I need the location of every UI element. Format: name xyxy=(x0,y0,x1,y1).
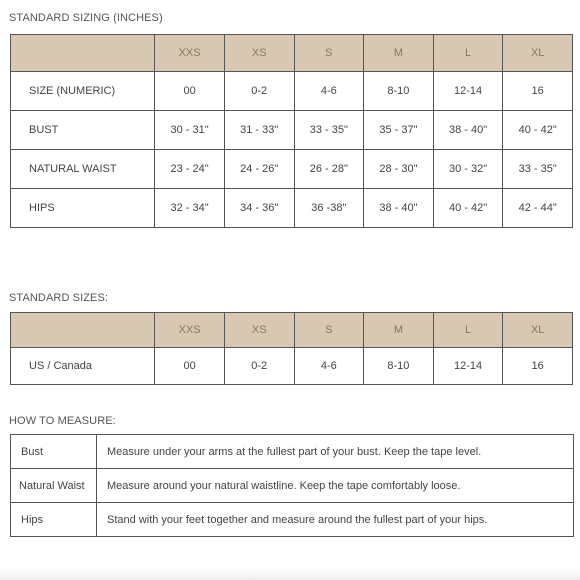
table-row xyxy=(11,150,573,189)
table-row xyxy=(11,348,573,385)
table-cell: 40 - 42" xyxy=(503,111,573,150)
table-cell: 38 - 40" xyxy=(433,111,503,150)
standard-col-header: XS xyxy=(224,313,294,348)
table-cell: 34 - 36" xyxy=(224,189,294,228)
table-cell: 12-14 xyxy=(433,72,503,111)
table-cell: 8-10 xyxy=(364,348,434,385)
table-cell: 4-6 xyxy=(294,348,364,385)
row-label: US / Canada xyxy=(11,348,155,385)
table-row xyxy=(11,503,574,537)
table-cell: 36 -38" xyxy=(294,189,364,228)
table-cell: 30 - 31" xyxy=(155,111,225,150)
row-label: NATURAL WAIST xyxy=(11,150,155,189)
table-cell: 38 - 40" xyxy=(364,189,434,228)
sizing-col-header: XL xyxy=(503,35,573,72)
measure-instruction: Measure under your arms at the fullest part of your bust. Keep the tape level. xyxy=(97,435,574,469)
table-row xyxy=(11,435,574,469)
standard-col-header: XXS xyxy=(155,313,225,348)
table-cell: 4-6 xyxy=(294,72,364,111)
table-cell: 00 xyxy=(155,348,225,385)
sizing-corner-cell xyxy=(11,35,155,72)
table-cell: 24 - 26" xyxy=(224,150,294,189)
row-label: HIPS xyxy=(11,189,155,228)
table-cell: 26 - 28" xyxy=(294,150,364,189)
measure-label: Bust xyxy=(11,435,97,469)
measure-label: Hips xyxy=(11,503,97,537)
sizing-col-header: M xyxy=(364,35,434,72)
table-cell: 0-2 xyxy=(224,72,294,111)
table-row xyxy=(11,111,573,150)
table-cell: 00 xyxy=(155,72,225,111)
table-cell: 40 - 42" xyxy=(433,189,503,228)
sizing-table xyxy=(10,34,573,228)
sizing-col-header: XXS xyxy=(155,35,225,72)
table-cell: 32 - 34" xyxy=(155,189,225,228)
standard-header-row xyxy=(11,313,573,348)
table-cell: 33 - 35" xyxy=(503,150,573,189)
sizing-col-header: S xyxy=(294,35,364,72)
standard-title: STANDARD SIZES: xyxy=(9,292,109,304)
row-label: SIZE (NUMERIC) xyxy=(11,72,155,111)
table-cell: 31 - 33" xyxy=(224,111,294,150)
measure-instruction: Measure around your natural waistline. Keep the tape comfortably loose. xyxy=(97,469,574,503)
row-label: BUST xyxy=(11,111,155,150)
standard-col-header: S xyxy=(294,313,364,348)
table-cell: 8-10 xyxy=(364,72,434,111)
sizing-header-row xyxy=(11,35,573,72)
table-cell: 35 - 37" xyxy=(364,111,434,150)
how-to-measure-table xyxy=(10,434,574,537)
measure-label: Natural Waist xyxy=(11,469,97,503)
standard-sizes-table xyxy=(10,312,573,385)
bottom-edge xyxy=(0,568,580,580)
table-row xyxy=(11,189,573,228)
measure-title: HOW TO MEASURE: xyxy=(9,415,116,427)
standard-col-header: XL xyxy=(503,313,573,348)
table-cell: 16 xyxy=(503,72,573,111)
table-cell: 30 - 32" xyxy=(433,150,503,189)
standard-col-header: M xyxy=(364,313,434,348)
sizing-col-header: L xyxy=(433,35,503,72)
table-cell: 42 - 44" xyxy=(503,189,573,228)
table-row xyxy=(11,469,574,503)
sizing-title: STANDARD SIZING (INCHES) xyxy=(9,12,163,24)
table-cell: 0-2 xyxy=(224,348,294,385)
sizing-col-header: XS xyxy=(224,35,294,72)
table-cell: 12-14 xyxy=(433,348,503,385)
standard-corner-cell xyxy=(11,313,155,348)
table-cell: 16 xyxy=(503,348,573,385)
table-cell: 28 - 30" xyxy=(364,150,434,189)
table-cell: 23 - 24" xyxy=(155,150,225,189)
measure-instruction: Stand with your feet together and measure around the fullest part of your hips. xyxy=(97,503,574,537)
standard-col-header: L xyxy=(433,313,503,348)
table-row xyxy=(11,72,573,111)
table-cell: 33 - 35" xyxy=(294,111,364,150)
